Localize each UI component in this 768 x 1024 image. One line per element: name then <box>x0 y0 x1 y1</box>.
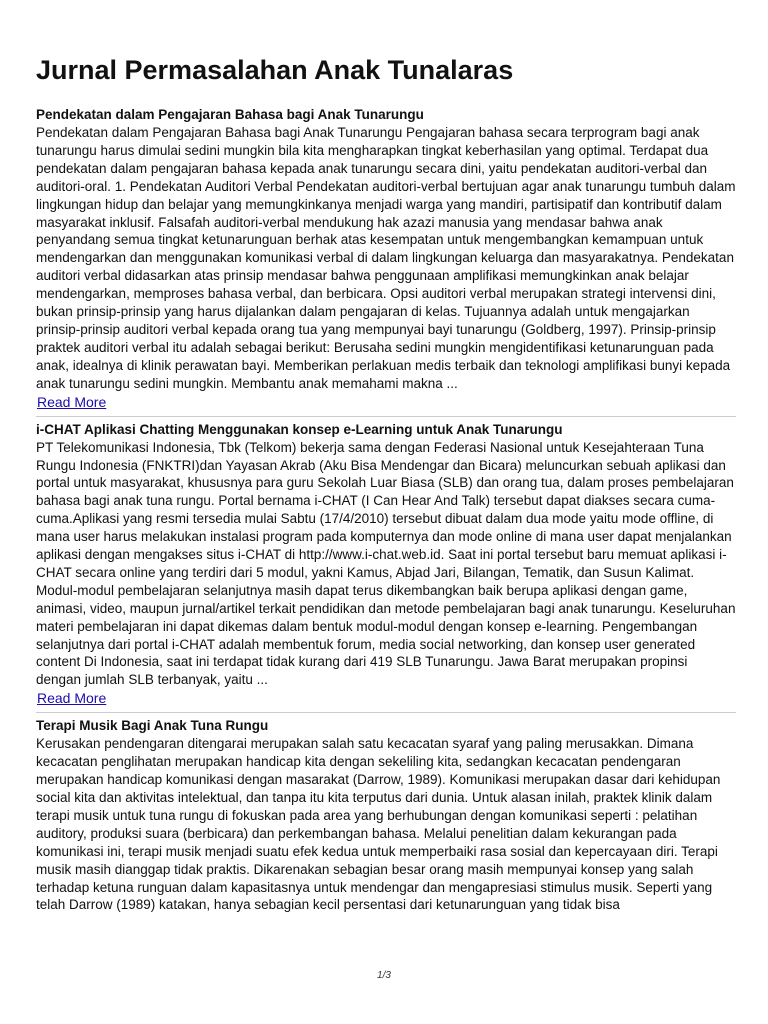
article-divider <box>36 712 736 713</box>
article-item <box>36 421 736 709</box>
read-more-link[interactable]: Read More <box>37 393 107 410</box>
article-body: Pendekatan dalam Pengajaran Bahasa bagi Anak Tunarungu Pengajaran bahasa secara terprogram bagi anak tunarungu harus dimulai sedini mungkin bila kita mengharapkan tingkat keberhasilan yang optimal. Terdapat dua pendekatan dalam pengajaran bahasa kepada anak tunarungu secara dini, yaitu pendekatan auditori-verbal dan auditori-oral. 1. Pendekatan Auditori Verbal Pendekatan auditori-verbal bertujuan agar anak tunarungu tumbuh dalam lingkungan hidup dan belajar yang memungkinkanya menjadi warga yang mandiri, partisipatif dan kontributif dalam masyarakat inklusif. Falsafah auditori-verbal mendukung hak azazi manusia yang mendasar bahwa anak penyandang semua tingkat ketunarunguan berhak atas kesempatan untuk mengembangkan kemampuan untuk mendengarkan dan menggunakan komunikasi verbal di dalam lingkungan keluarga dan masyarakatnya. Pendekatan auditori verbal didasarkan atas prinsip mendasar bahwa penggunaan amplifikasi memungkinkan anak belajar mendengarkan, memproses bahasa verbal, dan berbicara. Opsi auditori verbal merupakan strategi intervensi dini, bukan prinsip-prinsip yang harus dijalankan dalam pengajaran di kelas. Tujuannya adalah untuk mengajarkan prinsip-prinsip auditori verbal kepada orang tua yang mempunyai bayi tunarungu (Goldberg, 1997). Prinsip-prinsip praktek auditori verbal itu adalah sebagai berikut: Berusaha sedini mungkin mengidentifikasi ketunarunguan pada anak, idealnya di klinik perawatan bayi. Memberikan perlakuan medis terbaik dan teknologi amplifikasi bunyi kepada anak tunarungu sedini mungkin. Membantu anak memahami makna ... <box>36 125 736 391</box>
article-body: PT Telekomunikasi Indonesia, Tbk (Telkom) bekerja sama dengan Federasi Nasional untuk Kesejahteraan Tuna Rungu Indonesia (FNKTRI)dan Yayasan Akrab (Aku Bisa Mendengar dan Bicara) meluncurkan sebuah aplikasi dan portal untuk masyarakat, khususnya para guru Sekolah Luar Biasa (SLB) dan orang tua, dalam proses pembelajaran bahasa bagi anak tuna rungu. Portal bernama i-CHAT (I Can Hear And Talk) tersebut dapat diakses secara cuma-cuma.Aplikasi yang resmi tersedia mulai Sabtu (17/4/2010) tersebut dibuat dalam dua mode yaitu mode offline, di mana user harus melakukan instalasi program pada komputernya dan mode online di mana user dapat menjalankan aplikasi dengan mengakses situs i-CHAT di http://www.i-chat.web.id. Saat ini portal tersebut baru memuat aplikasi i-CHAT secara online yang terdiri dari 5 modul, yakni Kamus, Abjad Jari, Bilangan, Tematik, dan Susun Kalimat. Modul-modul pembelajaran selanjutnya masih dapat terus dikembangkan baik berupa aplikasi dengan game, animasi, video, maupun jurnal/artikel terkait pendidikan dan metode pembelajaran bagi anak tunarungu. Keseluruhan materi pembelajaran ini dapat dikemas dalam bentuk modul-modul dengan konsep e-learning. Pengembangan selanjutnya dari portal i-CHAT adalah membentuk forum, media social networking, dan konsep user generated content Di Indonesia, saat ini terdapat tidak kurang dari 419 SLB Tunarungu. Jawa Barat merupakan propinsi dengan jumlah SLB terbanyak, yaitu ... <box>36 439 736 688</box>
page-number: 1/3 <box>377 970 391 981</box>
article-item <box>36 106 736 412</box>
article-heading: i-CHAT Aplikasi Chatting Menggunakan konsep e-Learning untuk Anak Tunarungu <box>36 421 563 437</box>
page-title: Jurnal Permasalahan Anak Tunalaras <box>36 55 514 85</box>
article-heading: Pendekatan dalam Pengajaran Bahasa bagi Anak Tunarungu <box>36 107 424 122</box>
article-body: Kerusakan pendengaran ditengarai merupakan salah satu kecacatan syaraf yang paling merusakkan. Dimana kecacatan penglihatan merupakan handicap kita dengan sekeliling kita, sedangkan kecacatan pendengaran merupakan handicap komunikasi dengan masarakat (Darrow, 1989). Komunikasi merupakan dasar dari kehidupan social kita dan aktivitas intelektual, dan tanpa itu kita terputus dari dunia. Untuk alasan inilah, praktek klinik dalam terapi musik untuk tuna rungu di fokuskan pada area yang berhubungan dengan komunikasi seperti : pelatihan auditory, produksi suara (berbicara) dan perkembangan bahasa. Melalui penelitian dalam kekurangan pada komunikasi ini, terapi musik menjadi suatu efek kedua untuk memperbaiki rasa sosial dan kepercayaan diri. Terapi musik masih dianggap tidak praktis. Dikarenakan sebagian besar orang masih mempunyai konsep yang salah terhadap ketuna runguan dalam kapasitasnya untuk mendengar dan mengapresiasi stimulus musik. Seperti yang telah Darrow (1989) katakan, hanya sebagian kecil persentasi dari ketunarunguan yang tidak bisa <box>36 736 721 913</box>
article-heading: Terapi Musik Bagi Anak Tuna Rungu <box>36 718 269 734</box>
read-more-link[interactable]: Read More <box>37 690 107 707</box>
article-list <box>36 106 736 914</box>
article-item <box>36 717 736 914</box>
article-divider <box>36 416 736 417</box>
